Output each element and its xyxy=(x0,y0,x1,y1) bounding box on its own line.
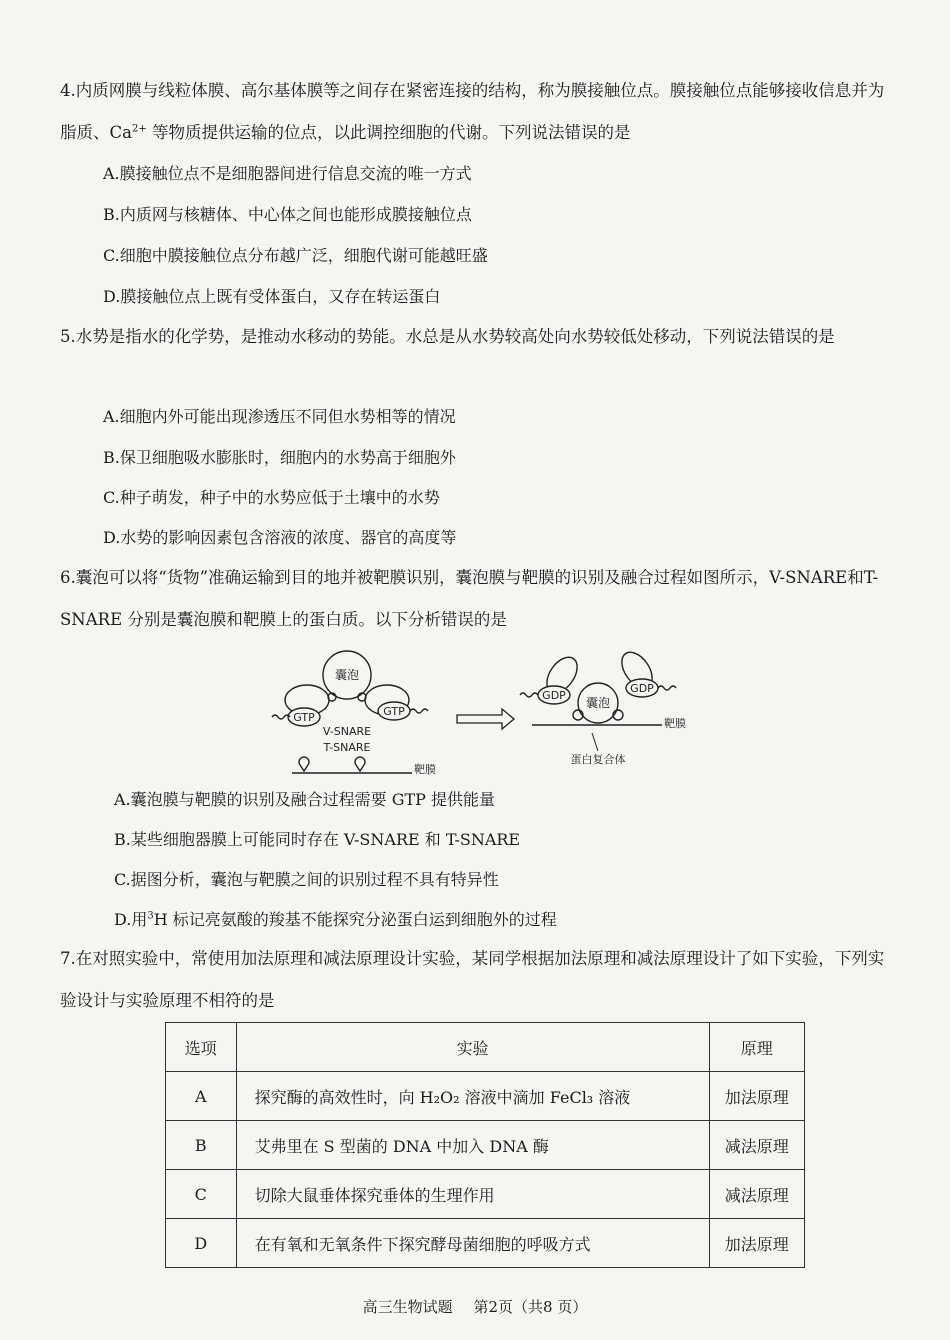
label-gdp-right: GDP xyxy=(630,682,654,695)
complex-pointer xyxy=(592,733,598,751)
cell-experiment: 探究酶的高效性时，向 H₂O₂ 溶液中滴加 FeCl₃ 溶液 xyxy=(236,1072,709,1121)
cell-option: D xyxy=(166,1219,237,1268)
table-row xyxy=(166,1121,805,1170)
table-row xyxy=(166,1170,805,1219)
question-5-stem: 5.水势是指水的化学势，是推动水移动的势能。水总是从水势较高处向水势较低处移动，下列说法错误的是 xyxy=(60,327,835,346)
header-principle: 原理 xyxy=(709,1023,804,1072)
table-row xyxy=(166,1219,805,1268)
cell-experiment: 切除大鼠垂体探究垂体的生理作用 xyxy=(236,1170,709,1219)
cell-principle: 加法原理 xyxy=(709,1072,804,1121)
label-gtp-right: GTP xyxy=(383,705,405,718)
question-6-stem: 6.囊泡可以将“货物”准确运输到目的地并被靶膜识别，囊泡膜与靶膜的识别及融合过程如图所示，V-SNARE和T-SNARE 分别是囊泡膜和靶膜上的蛋白质。以下分析错误的是 xyxy=(60,568,879,629)
label-t-snare: T-SNARE xyxy=(323,741,371,754)
question-4-stem: 4.内质网膜与线粒体膜、高尔基体膜等之间存在紧密连接的结构，称为膜接触位点。膜接触位点能够接收信息并为脂质、$Ca^{2+}$ 等物质提供运输的位点，以此调控细胞的代谢。下列说法错误的是 xyxy=(60,81,885,142)
question-6-option-a: A.囊泡膜与靶膜的识别及融合过程需要 GTP 提供能量 xyxy=(114,790,496,809)
cell-option: A xyxy=(166,1072,237,1121)
label-vesicle-right: 囊泡 xyxy=(585,696,611,710)
cell-experiment: 在有氧和无氧条件下探究酵母菌细胞的呼吸方式 xyxy=(236,1219,709,1268)
t-snare-right xyxy=(355,757,365,771)
table-header-row xyxy=(166,1023,805,1072)
question-4-option-c: C.细胞中膜接触位点分布越广泛，细胞代谢可能越旺盛 xyxy=(103,246,488,265)
arrow-shape xyxy=(457,709,514,729)
cell-option: C xyxy=(166,1170,237,1219)
table-row xyxy=(166,1072,805,1121)
question-4-option-a: A.膜接触位点不是细胞器间进行信息交流的唯一方式 xyxy=(103,164,472,183)
question-6-option-b: B.某些细胞器膜上可能同时存在 V-SNARE 和 T-SNARE xyxy=(114,830,521,849)
vesicle-fusion-diagram xyxy=(262,645,702,780)
label-target-membrane-right: 靶膜 xyxy=(664,717,686,730)
experiment-table xyxy=(165,1022,805,1268)
question-5-option-a: A.细胞内外可能出现渗透压不同但水势相等的情况 xyxy=(103,407,456,426)
process-arrow xyxy=(457,709,514,729)
page-footer xyxy=(0,1296,950,1317)
header-option: 选项 xyxy=(166,1023,237,1072)
question-4-option-b: B.内质网与核糖体、中心体之间也能形成膜接触位点 xyxy=(103,205,472,224)
question-5-option-b: B.保卫细胞吸水膨胀时，细胞内的水势高于细胞外 xyxy=(103,448,456,467)
label-protein-complex: 蛋白复合体 xyxy=(570,753,626,766)
chain-right xyxy=(410,709,428,713)
question-4-option-d: D.膜接触位点上既有受体蛋白，又存在转运蛋白 xyxy=(103,287,441,306)
question-5-option-d: D.水势的影响因素包含溶液的浓度、器官的高度等 xyxy=(103,528,457,547)
question-7-stem: 7.在对照实验中，常使用加法原理和减法原理设计实验，某同学根据加法原理和减法原理设计了如下实验，下列实验设计与实验原理不相符的是 xyxy=(60,949,885,1010)
question-6-option-c: C.据图分析，囊泡与靶膜之间的识别过程不具有特异性 xyxy=(114,870,499,889)
cell-principle: 加法原理 xyxy=(709,1219,804,1268)
question-6-option-d: D.用$^3$H 标记亮氨酸的羧基不能探究分泌蛋白运到细胞外的过程 xyxy=(114,910,557,929)
question-5-option-c: C.种子萌发，种子中的水势应低于土壤中的水势 xyxy=(103,488,440,507)
cell-principle: 减法原理 xyxy=(709,1170,804,1219)
header-experiment: 实验 xyxy=(236,1023,709,1072)
chain-gdp-left xyxy=(520,693,538,697)
label-v-snare: V-SNARE xyxy=(322,725,372,738)
label-gtp-left: GTP xyxy=(293,711,315,724)
label-gdp-left: GDP xyxy=(542,689,566,702)
chain-left xyxy=(272,715,290,719)
cell-principle: 减法原理 xyxy=(709,1121,804,1170)
cell-option: B xyxy=(166,1121,237,1170)
label-vesicle-left: 囊泡 xyxy=(334,668,360,682)
footer-title: 高三生物试题 xyxy=(362,1298,453,1316)
cell-experiment: 艾弗里在 S 型菌的 DNA 中加入 DNA 酶 xyxy=(236,1121,709,1170)
t-snare-left xyxy=(299,757,309,771)
label-target-membrane-left: 靶膜 xyxy=(414,763,436,776)
footer-page-number: 第2页（共8 页） xyxy=(473,1298,588,1316)
chain-gdp-right xyxy=(658,686,676,690)
vesicle-fusion-figure xyxy=(262,645,702,780)
